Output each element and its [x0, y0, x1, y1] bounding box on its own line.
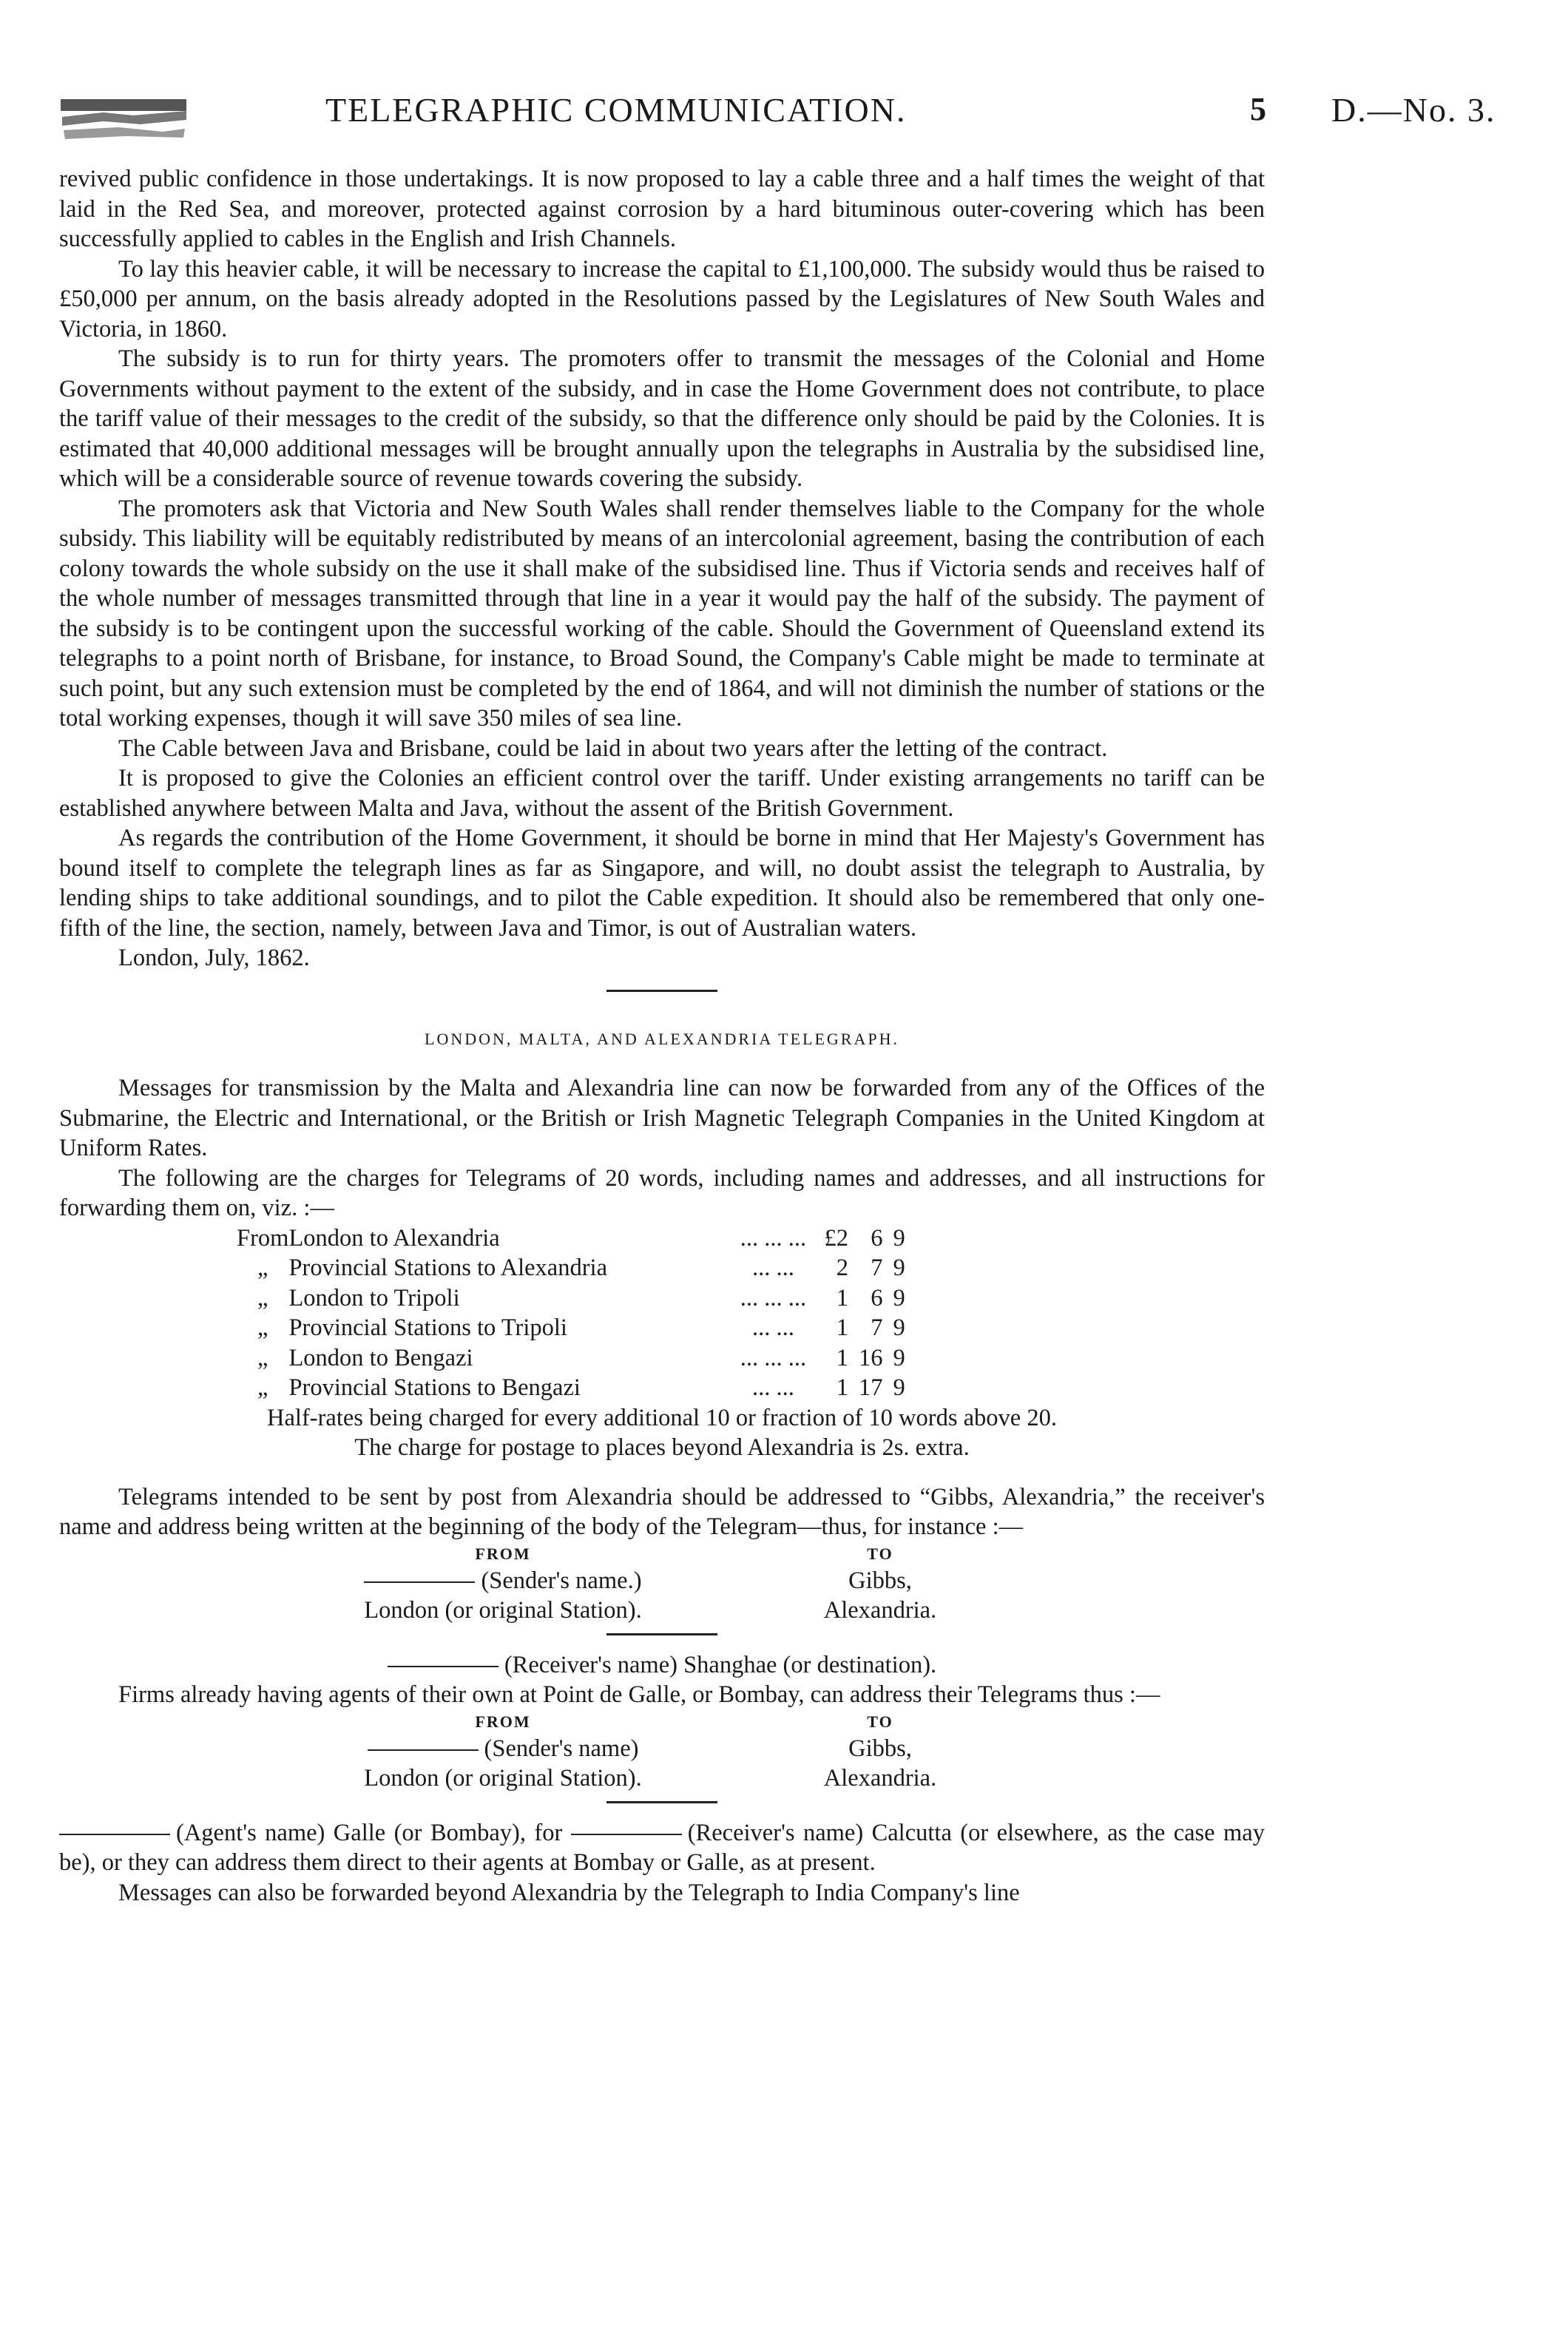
leader-dots: ... ... — [752, 1255, 794, 1281]
pence: 9 — [893, 1284, 905, 1311]
paragraph: Messages for transmission by the Malta and Alexandria line can now be forwarded from any of the Offices of the Submarine, the Electric and International, or the British or Irish Magnetic Telegraph Companies in the United Kingdom at Uniform Rates. — [59, 1075, 1265, 1161]
from-line — [296, 1566, 710, 1596]
to-line: Gibbs, — [848, 1735, 912, 1762]
paragraph: The subsidy is to run for thirty years. The promoters offer to transmit the messages of the Colonial and Home Governments without payment to the extent of the subsidy, and in case the Home Government does not contribute, to place the tariff value of their messages to the credit of the subsidy, so that the difference only should be paid by the Colonies. It is estimated that 40,000 additional messages will be brought annually upon the telegraphs in Australia by the subsidised line, which will be a considerable source of revenue towards covering the subsidy. — [59, 345, 1265, 492]
table-row — [237, 1313, 905, 1343]
paragraph: The following are the charges for Telegrams of 20 words, including names and addresses, and all instructions for forwarding them on, viz. :— — [59, 1164, 1265, 1221]
row-prefix: „ — [257, 1255, 268, 1281]
to-label: TO — [867, 1544, 893, 1563]
receiver-text: (Receiver's name) Calcutta (or elsewhere, as the case may be), or they can address them direct to their agents at Bombay or Galle, as at present. — [59, 1819, 1265, 1876]
route: London to Bengazi — [288, 1344, 473, 1371]
agent-text: (Agent's name) Galle (or Bombay), for — [176, 1819, 563, 1846]
shillings: 7 — [871, 1255, 883, 1281]
paragraph: Firms already having agents of their own at Point de Galle, or Bombay, can address their Telegrams thus :— — [118, 1681, 1160, 1708]
row-prefix: „ — [257, 1344, 268, 1371]
row-prefix: „ — [257, 1374, 268, 1401]
paragraph: As regards the contribution of the Home Government, it should be borne in mind that Her Majesty's Government has bound itself to complete the telegraph lines as far as Singapore, and will, no doubt assist the telegraph to Australia, by lending ships to take additional soundings, and to pilot the Cable expedition. It should also be remembered that only one-fifth of the line, the section, namely, between Java and Timor, is out of Australian waters. — [59, 825, 1265, 942]
paragraph: revived public confidence in those undertakings. It is now proposed to lay a cable three and a half times the weight of that laid in the Red Sea, and moreover, protected against corrosion by a hard bituminous outer-covering which has been successfully applied to cables in the English and Irish Channels. — [59, 166, 1265, 252]
blank-line — [59, 1834, 170, 1835]
paragraph: To lay this heavier cable, it will be necessary to increase the capital to £1,100,000. The subsidy would thus be raised to £50,000 per annum, on the basis already adopted in the Resolutions passed by the Legislatures of New South Wales and Victoria, in 1860. — [59, 255, 1265, 342]
page-body — [59, 164, 1265, 1908]
pence: 9 — [893, 1344, 905, 1371]
pounds: 1 — [836, 1344, 848, 1371]
pounds: 2 — [836, 1255, 848, 1281]
address-example — [59, 1542, 1265, 1626]
to-place: Alexandria. — [823, 1597, 937, 1624]
section-divider — [606, 990, 717, 992]
shillings: 17 — [858, 1374, 883, 1401]
route: London to Tripoli — [288, 1284, 460, 1311]
from-line — [296, 1734, 710, 1764]
route: Provincial Stations to Alexandria — [288, 1255, 607, 1281]
receiver-text: (Receiver's name) Shanghae (or destination). — [504, 1651, 937, 1678]
leader-dots: ... ... ... — [740, 1344, 807, 1371]
table-row — [237, 1253, 905, 1283]
divider — [606, 1633, 717, 1635]
page-header — [0, 0, 1568, 163]
from-station: London (or original Station). — [364, 1765, 642, 1792]
table-row — [237, 1223, 905, 1254]
blank-line — [368, 1749, 479, 1751]
leader-dots: ... ... — [752, 1314, 794, 1341]
printer-seal-icon — [59, 95, 189, 142]
paragraph: The promoters ask that Victoria and New South Wales shall render themselves liable to the Company for the whole subsidy. This liability will be equitably redistributed by means of an intercolonial agreement, basing the contribution of each colony towards the whole subsidy on the use it shall make of the subsidised line. Thus if Victoria sends and receives half of the whole number of messages transmitted through that line in a year it would pay the half of the subsidy. The payment of the subsidy is to be contingent upon the successful working of the cable. Should the Government of Queensland extend its telegraphs to a point north of Brisbane, for instance, to Broad Sound, the Company's Cable might be made to terminate at such point, but any such extension must be completed by the end of 1864, and will not diminish the number of stations or the total working expenses, though it will save 350 miles of sea line. — [59, 495, 1265, 732]
from-station: London (or original Station). — [364, 1597, 642, 1624]
to-place: Alexandria. — [823, 1765, 937, 1792]
table-row — [237, 1373, 905, 1403]
from-label: FROM — [475, 1712, 531, 1731]
from-block — [296, 1710, 710, 1794]
route: London to Alexandria — [288, 1224, 500, 1252]
divider — [606, 1801, 717, 1803]
to-label: TO — [867, 1712, 893, 1731]
sender-name: (Sender's name.) — [481, 1567, 642, 1594]
signoff: London, July, 1862. — [118, 945, 310, 971]
row-prefix: „ — [257, 1284, 268, 1311]
table-row — [237, 1283, 905, 1314]
route: Provincial Stations to Tripoli — [288, 1314, 567, 1341]
route: Provincial Stations to Bengazi — [288, 1374, 581, 1401]
to-block — [732, 1710, 1028, 1794]
table-row — [237, 1343, 905, 1374]
paragraph: It is proposed to give the Colonies an efficient control over the tariff. Under existing arrangements no tariff can be established anywhere between Malta and Java, without the assent of the British Government. — [59, 765, 1265, 822]
shillings: 7 — [871, 1314, 883, 1341]
paragraph: Messages can also be forwarded beyond Alexandria by the Telegraph to India Company's line — [118, 1879, 1020, 1906]
row-prefix: From — [237, 1224, 289, 1252]
charges-table — [237, 1223, 905, 1403]
document-reference: D.—No. 3. — [1331, 91, 1496, 129]
postage-note: The charge for postage to places beyond Alexandria is 2s. extra. — [354, 1434, 970, 1461]
blank-line — [364, 1581, 475, 1583]
paragraph: Telegrams intended to be sent by post from Alexandria should be addressed to “Gibbs, Alexandria,” the receiver's name and address being written at the beginning of the body of the Telegram—thus, for instance :— — [59, 1483, 1265, 1540]
from-label: FROM — [475, 1544, 531, 1563]
address-example — [59, 1710, 1265, 1794]
blank-line — [571, 1834, 682, 1835]
pounds: £2 — [824, 1224, 848, 1252]
paragraph: The Cable between Java and Brisbane, could be laid in about two years after the letting of the contract. — [118, 735, 1108, 762]
to-line: Gibbs, — [848, 1567, 912, 1594]
leader-dots: ... ... ... — [740, 1284, 807, 1311]
pounds: 1 — [836, 1374, 848, 1401]
paragraph — [59, 1818, 1265, 1878]
pence: 9 — [893, 1314, 905, 1341]
shillings: 6 — [871, 1284, 883, 1311]
pounds: 1 — [836, 1314, 848, 1341]
shillings: 16 — [858, 1344, 883, 1371]
blank-line — [388, 1666, 499, 1667]
pence: 9 — [893, 1255, 905, 1281]
half-rates-note: Half-rates being charged for every additional 10 or fraction of 10 words above 20. — [267, 1404, 1057, 1431]
sender-name: (Sender's name) — [484, 1735, 639, 1762]
pounds: 1 — [836, 1284, 848, 1311]
page-number: 5 — [1250, 91, 1266, 127]
receiver-line — [59, 1650, 1265, 1681]
pence: 9 — [893, 1374, 905, 1401]
pence: 9 — [893, 1224, 905, 1252]
to-block — [732, 1542, 1028, 1626]
leader-dots: ... ... — [752, 1374, 794, 1401]
from-block — [296, 1542, 710, 1626]
shillings: 6 — [871, 1224, 883, 1252]
row-prefix: „ — [257, 1314, 268, 1341]
running-title: TELEGRAPHIC COMMUNICATION. — [325, 91, 907, 129]
section-heading: LONDON, MALTA, AND ALEXANDRIA TELEGRAPH. — [425, 1029, 899, 1048]
leader-dots: ... ... ... — [740, 1224, 807, 1252]
